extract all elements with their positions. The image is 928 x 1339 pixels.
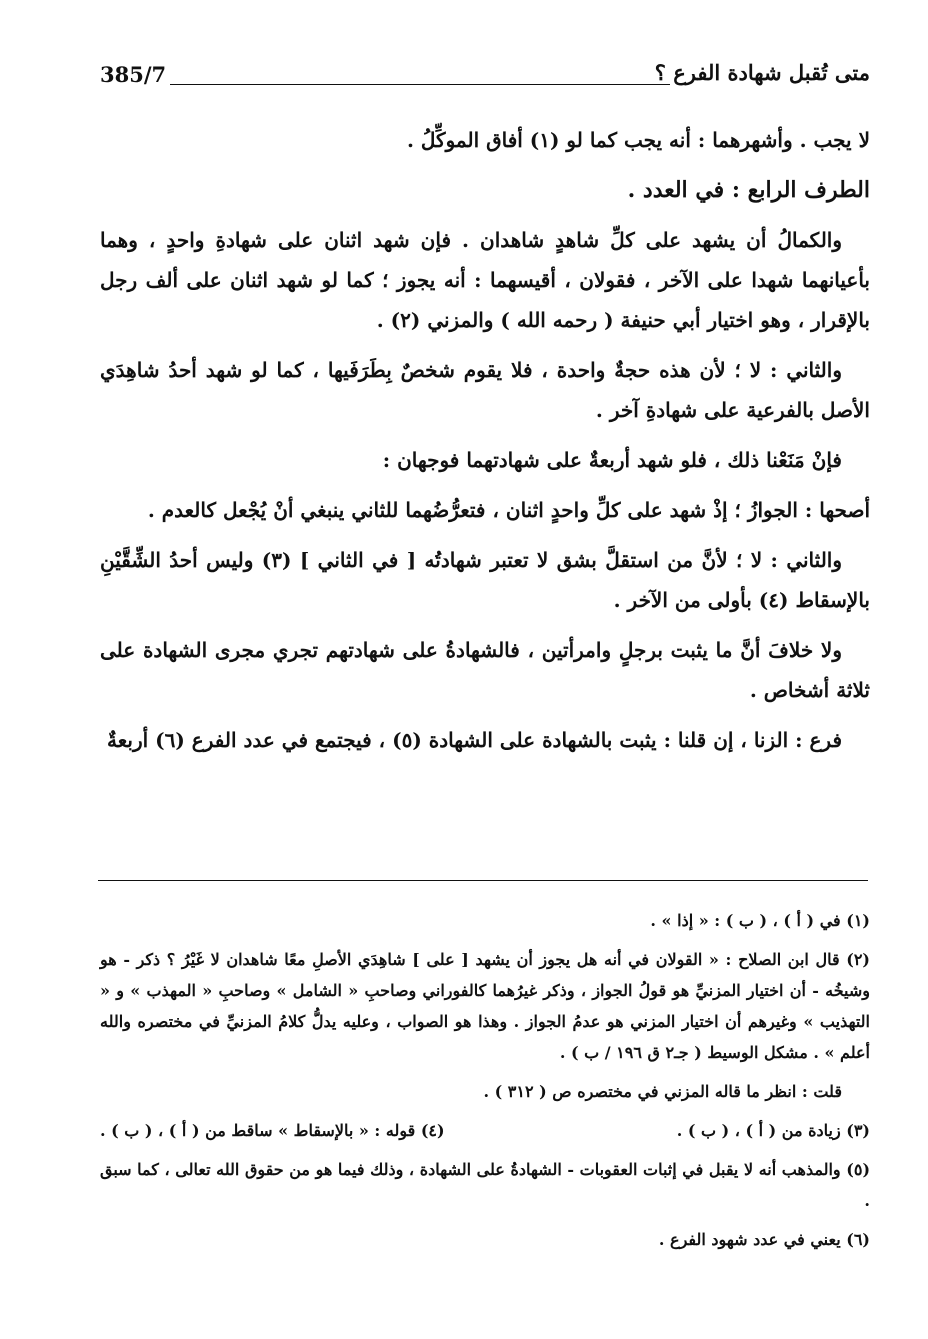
running-title: متى تُقبل شهادة الفرع ؟ [654, 60, 870, 85]
footnote-6: (٦) يعني في عدد شهود الفرع . [658, 1230, 870, 1249]
running-header [100, 58, 870, 98]
paragraph: فإنْ مَنَعْنا ذلك ، فلو شهد أربعةٌ على شهادتهما فوجهان : [382, 448, 842, 472]
footnote-row [100, 1115, 870, 1146]
paragraph: والكمالُ أن يشهد على كلِّ شاهدٍ شاهدان . فإن شهد اثنان على شهادةِ واحدٍ ، وهما بأعيانهما شهدا على الآخر ، فقولان ، أقيسهما : أنه يجوز ؛ كما لو شهد اثنان على ألف رجل بالإقرار ، وهو اختيار أبي حنيفة ( رحمه الله ) والمزني (٢) . [100, 228, 870, 332]
paragraph: أصحها : الجوازُ ؛ إذْ شهد على كلِّ واحدٍ اثنان ، فتعرُّضُهما للثاني ينبغي أنْ يُجْعل كالعدم . [147, 498, 870, 522]
footnote-2: (٢) قال ابن الصلاح : « القولان في أنه هل يجوز أن يشهد [ على ] شاهِدَي الأصلِ معًا شاهدان لا غَيْرُ ؟ ذكر - هو وشيخُه - أن اختيار المزنيِّ هو قولُ الجواز ، وذكر غيرُهما كالفوراني وصاحبِ « الشامل » وصاحبِ « المهذب » و « التهذيب » وغيرهم أن اختيار المزني هو عدمُ الجواز . وهذا هو الصواب ، وعليه يدلُّ كلامُ المزنيِّ في مختصره والله أعلم » . مشكل الوسيط ( جـ٢ ق ١٩٦ / ب ) . [100, 950, 870, 1062]
main-text [100, 120, 870, 770]
footnote-4: (٤) قوله : « بالإسقاط » ساقط من ( أ ) ، ( ب ) . [100, 1121, 445, 1140]
footnote-2-note: قلت : انظر ما قاله المزني في مختصره ص ( ٣١٢ ) . [483, 1082, 842, 1101]
section-heading: الطرف الرابع : في العدد . [627, 177, 870, 203]
footnotes [100, 905, 870, 1263]
paragraph-continuation: لا يجب . وأشهرهما : أنه يجب كما لو (١) أفاق الموكِّلُ . [406, 128, 870, 152]
paragraph: والثاني : لا ؛ لأنَّ من استقلَّ بشق لا تعتبر شهادتُه [ في الثاني ] (٣) وليس أحدُ الشِّقَّيْنِ بالإسقاط (٤) بأولى من الآخر . [100, 548, 870, 612]
paragraph: والثاني : لا ؛ لأن هذه حجةٌ واحدة ، فلا يقوم شخصٌ بِطَرَفَيها ، كما لو شهد أحدُ شاهِدَي الأصل بالفرعية على شهادةِ آخر . [100, 358, 870, 422]
footnote-separator [98, 880, 868, 881]
page-number: 385/7 [100, 62, 167, 87]
footnote-3: (٣) زيادة من ( أ ) ، ( ب ) . [676, 1121, 870, 1140]
paragraph: ولا خلافَ أنَّ ما يثبت برجلٍ وامرأتين ، فالشهادةُ على شهادتهم تجري مجرى الشهادة على ثلاثة أشخاص . [100, 638, 870, 702]
footnote-5: (٥) والمذهب أنه لا يقبل في إثبات العقوبات - الشهادةُ على الشهادة ، وذلك فيما هو من حقوق الله تعالى ، كما سبق . [100, 1160, 871, 1210]
footnote-1: (١) في ( أ ) ، ( ب ) : « إذا » . [650, 911, 870, 930]
paragraph: فرع : الزنا ، إن قلنا : يثبت بالشهادة على الشهادة (٥) ، فيجتمع في عدد الفرع (٦) أربعةٌ [107, 728, 842, 752]
header-rule [170, 84, 670, 85]
